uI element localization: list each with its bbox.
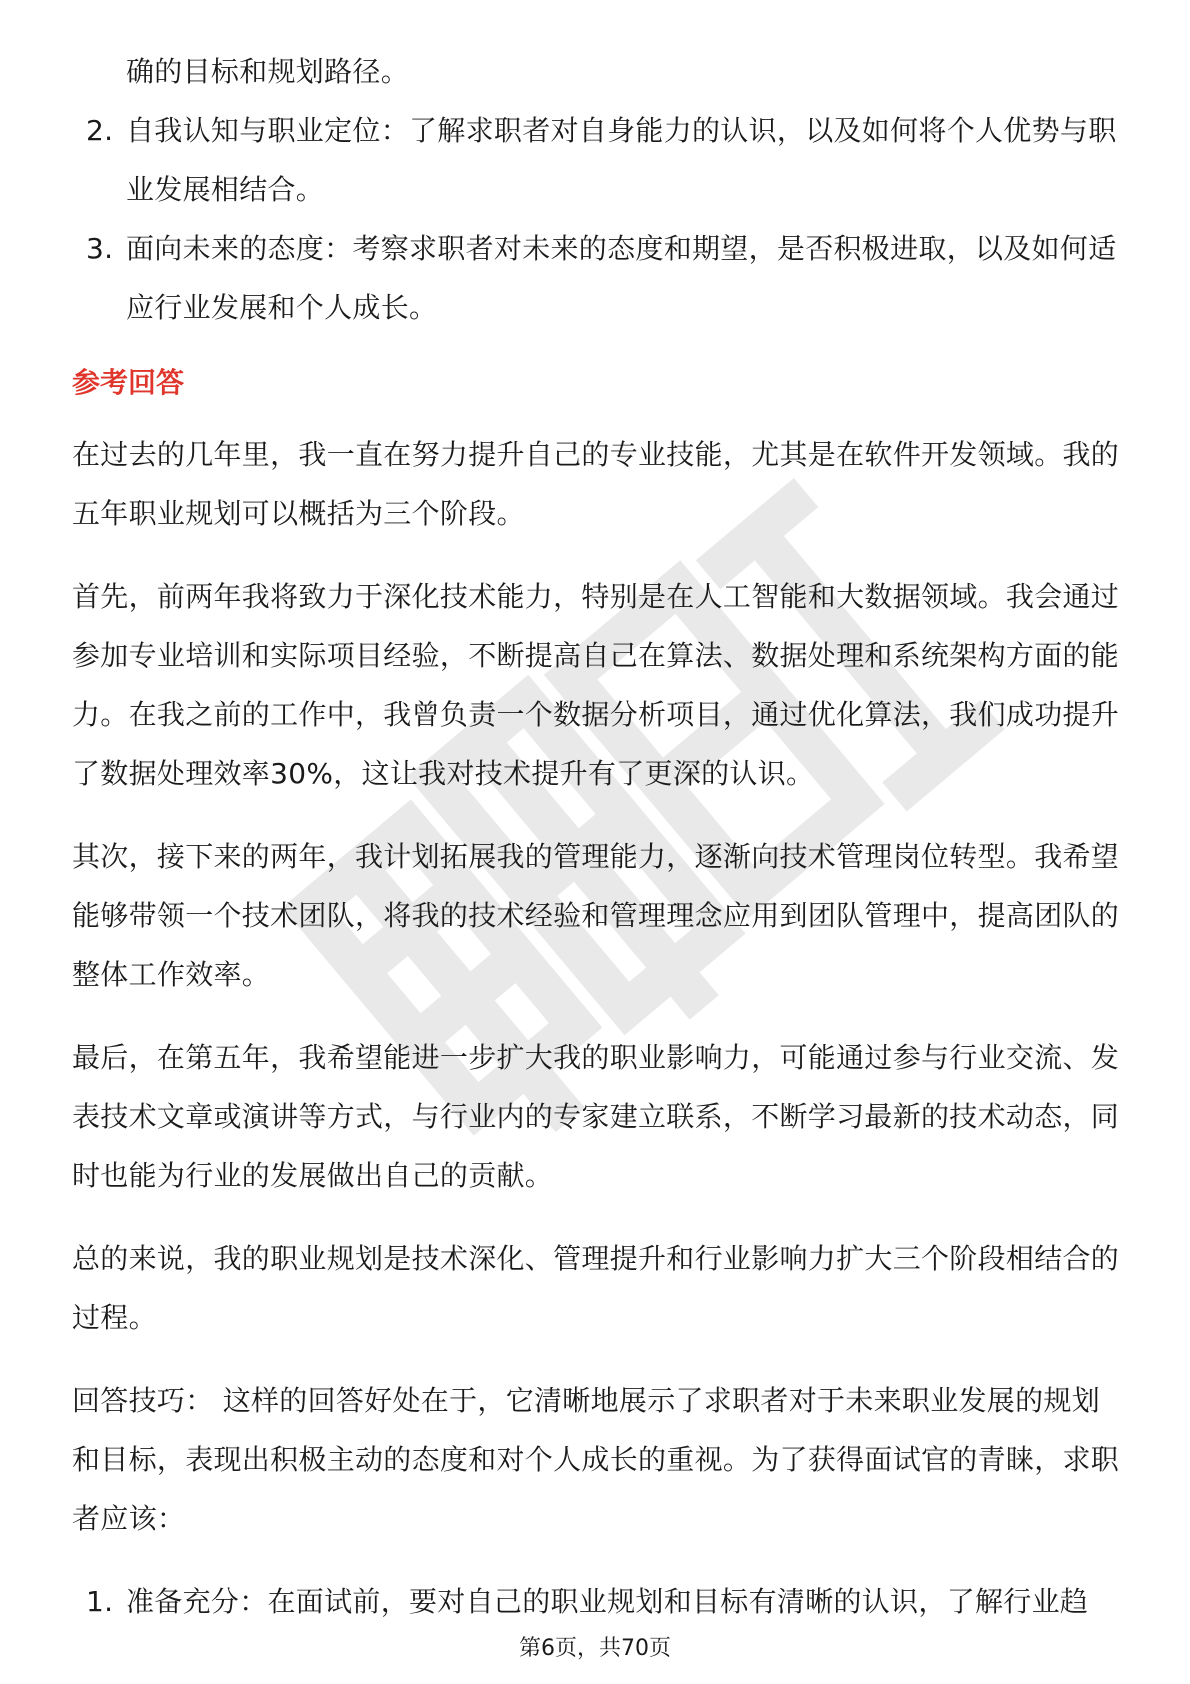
list-item-tip-1 bbox=[72, 1572, 1122, 1631]
list-number: 1. bbox=[86, 1585, 114, 1618]
list-number: 3. bbox=[86, 232, 114, 265]
paragraph-stage-two: 其次，接下来的两年，我计划拓展我的管理能力，逐渐向技术管理岗位转型。我希望能够带领一个技术团队，将我的技术经验和管理理念应用到团队管理中，提高团队的整体工作效率。 bbox=[72, 840, 1120, 991]
paragraph-stage-one: 首先，前两年我将致力于深化技术能力，特别是在人工智能和大数据领域。我会通过参加专业培训和实际项目经验，不断提高自己在算法、数据处理和系统架构方面的能力。在我之前的工作中，我曾负责一个数据分析项目，通过优化算法，我们成功提升了数据处理效率30%，这让我对技术提升有了更深的认识。 bbox=[72, 580, 1120, 790]
list-item-text: 准备充分：在面试前，要对自己的职业规划和目标有清晰的认识，了解行业趋 bbox=[126, 1585, 1089, 1618]
list-item-text: 面向未来的态度：考察求职者对未来的态度和期望，是否积极进取，以及如何适应行业发展和个人成长。 bbox=[126, 232, 1117, 324]
section-heading: 参考回答 bbox=[72, 366, 185, 399]
list-item-text: 自我认知与职业定位：了解求职者对自身能力的认识，以及如何将个人优势与职业发展相结合。 bbox=[126, 114, 1117, 206]
list-item-1-continuation: 确的目标和规划路径。 bbox=[126, 55, 410, 88]
document-body bbox=[72, 42, 1122, 1631]
paragraph-summary: 总的来说，我的职业规划是技术深化、管理提升和行业影响力扩大三个阶段相结合的过程。 bbox=[72, 1242, 1120, 1334]
paragraph-stage-three: 最后，在第五年，我希望能进一步扩大我的职业影响力，可能通过参与行业交流、发表技术文章或演讲等方式，与行业内的专家建立联系，不断学习最新的技术动态，同时也能为行业的发展做出自己的贡献。 bbox=[72, 1041, 1120, 1192]
list-item-2 bbox=[72, 101, 1122, 219]
page-number-footer: 第6页，共70页 bbox=[519, 1636, 671, 1661]
list-number: 2. bbox=[86, 114, 114, 147]
list-item-3 bbox=[72, 219, 1122, 337]
paragraph-intro: 在过去的几年里，我一直在努力提升自己的专业技能，尤其是在软件开发领域。我的五年职业规划可以概括为三个阶段。 bbox=[72, 438, 1120, 530]
paragraph-answer-tips: 回答技巧： 这样的回答好处在于，它清晰地展示了求职者对于未来职业发展的规划和目标，表现出积极主动的态度和对个人成长的重视。为了获得面试官的青睐，求职者应该： bbox=[72, 1384, 1120, 1535]
